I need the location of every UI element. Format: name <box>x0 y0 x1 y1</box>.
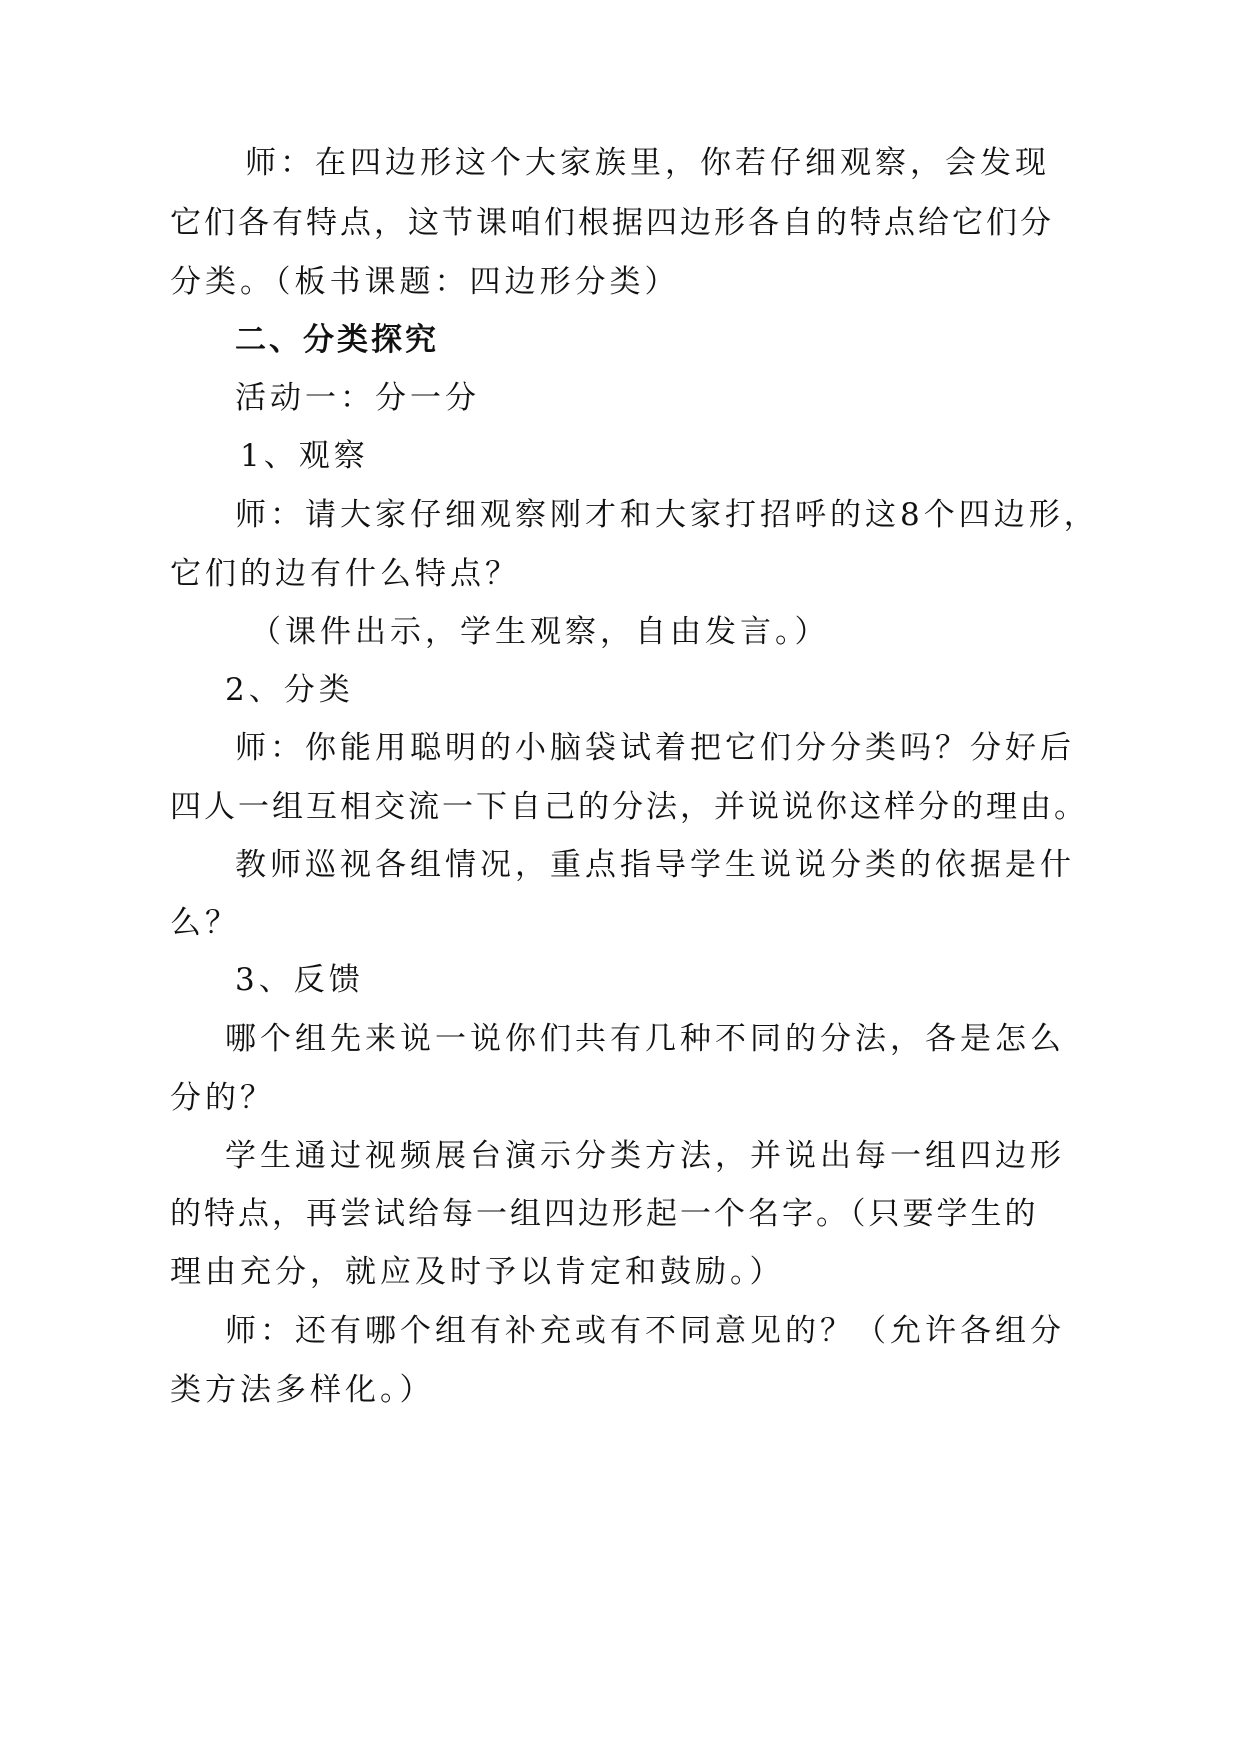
paragraph-line: 师：你能用聪明的小脑袋试着把它们分分类吗？分好后 <box>235 730 1075 766</box>
paragraph-line: 教师巡视各组情况，重点指导学生说说分类的依据是什 <box>235 847 1075 883</box>
paragraph-line: （课件出示，学生观察，自由发言。） <box>250 614 830 650</box>
paragraph-line: 学生通过视频展台演示分类方法，并说出每一组四边形 <box>225 1138 1065 1174</box>
step-title: 2、分类 <box>225 672 354 708</box>
paragraph-line: 的特点，再尝试给每一组四边形起一个名字。（只要学生的 <box>170 1196 1039 1232</box>
paragraph-line: 类方法多样化。） <box>170 1372 435 1408</box>
paragraph-line: 理由充分，就应及时予以肯定和鼓励。） <box>170 1254 785 1290</box>
paragraph-line: 师：还有哪个组有补充或有不同意见的？（允许各组分 <box>225 1313 1065 1349</box>
paragraph-line: 么？ <box>170 905 240 941</box>
section-heading: 二、分类探究 <box>235 322 439 358</box>
paragraph-line: 分的？ <box>170 1080 275 1116</box>
paragraph-line: 哪个组先来说一说你们共有几种不同的分法，各是怎么 <box>225 1021 1065 1057</box>
paragraph-line: 师：请大家仔细观察刚才和大家打招呼的这8个四边形， <box>235 497 1099 533</box>
activity-title: 活动一：分一分 <box>235 380 480 416</box>
paragraph-line: 分类。（板书课题：四边形分类） <box>170 264 680 300</box>
paragraph-line: 师：在四边形这个大家族里，你若仔细观察，会发现 <box>245 145 1050 181</box>
paragraph-line: 它们的边有什么特点？ <box>170 556 520 592</box>
step-title: 1、观察 <box>240 438 369 474</box>
paragraph-line: 四人一组互相交流一下自己的分法，并说说你这样分的理由。 <box>170 789 1088 825</box>
paragraph-line: 它们各有特点，这节课咱们根据四边形各自的特点给它们分 <box>170 205 1054 241</box>
step-title: 3、反馈 <box>235 962 364 998</box>
